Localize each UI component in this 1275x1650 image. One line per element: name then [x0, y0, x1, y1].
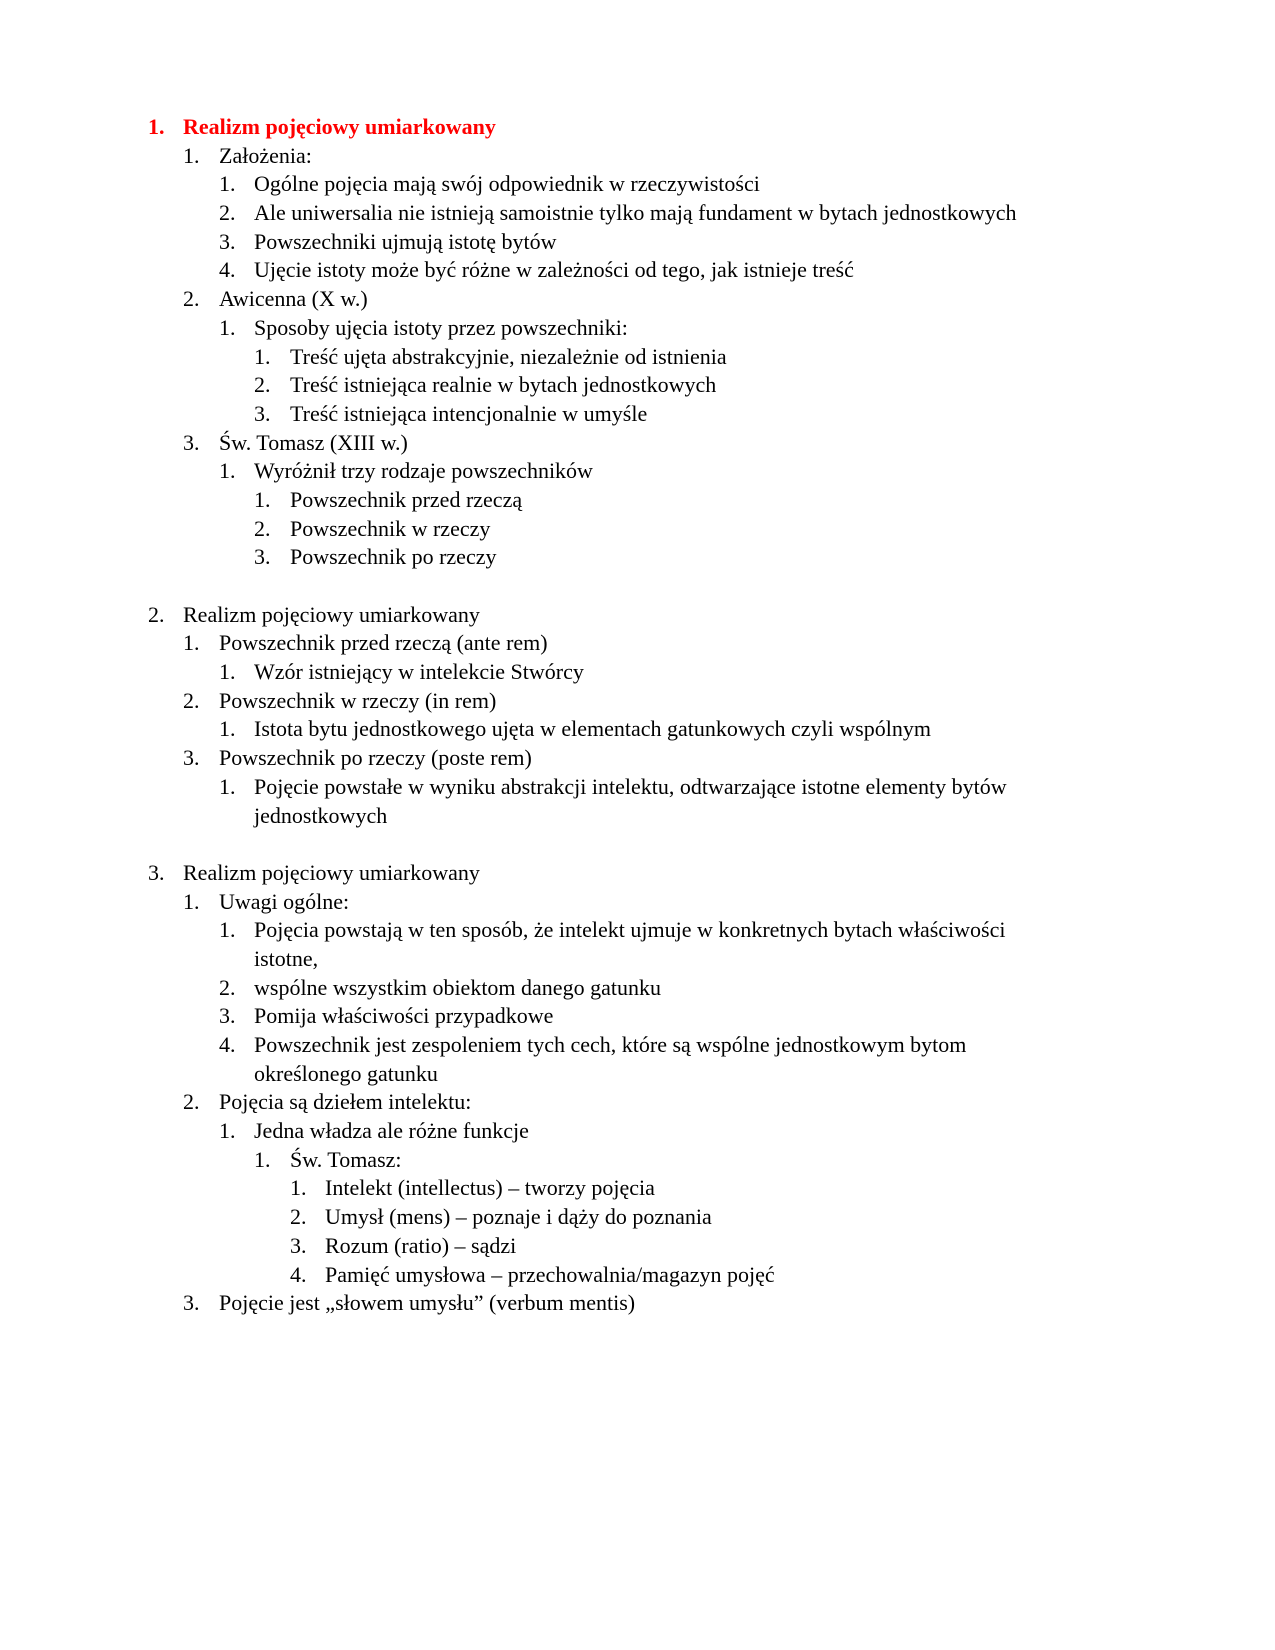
item-text: Ale uniwersalia nie istnieją samoistnie tylko mają fundament w bytach jednostkowych	[254, 200, 1017, 226]
item-text: Ogólne pojęcia mają swój odpowiednik w rzeczywistości	[254, 171, 760, 197]
section-heading	[0, 601, 1275, 630]
item-number: 3.	[219, 228, 236, 254]
list-item	[0, 142, 1275, 171]
list-item	[0, 888, 1275, 917]
item-number: 2.	[219, 974, 236, 1000]
item-number: 3.	[254, 544, 271, 570]
list-item	[0, 371, 1275, 400]
item-text: Wyróżnił trzy rodzaje powszechników	[254, 458, 593, 484]
item-text: Założenia:	[219, 142, 312, 168]
item-text: Uwagi ogólne:	[219, 888, 350, 914]
item-text: Pojęcia są dziełem intelektu:	[219, 1089, 472, 1115]
list-item	[0, 199, 1275, 228]
list-item	[0, 429, 1275, 458]
section-title: Realizm pojęciowy umiarkowany	[183, 114, 496, 139]
item-text-continuation: określonego gatunku	[254, 1060, 438, 1086]
item-number: 3.	[219, 1003, 236, 1029]
item-number: 1.	[219, 1118, 236, 1144]
item-text: Pomija właściwości przypadkowe	[254, 1003, 554, 1029]
item-text: Pojęcie jest „słowem umysłu” (verbum mentis)	[219, 1290, 636, 1316]
list-item-continuation	[0, 945, 1275, 974]
item-text: wspólne wszystkim obiektom danego gatunku	[254, 974, 661, 1000]
section-spacer	[0, 572, 1275, 601]
list-item	[0, 1232, 1275, 1261]
item-text: Pojęcie powstałe w wyniku abstrakcji intelektu, odtwarzające istotne elementy bytów	[254, 773, 1007, 799]
list-item	[0, 228, 1275, 257]
item-number: 3.	[183, 745, 200, 771]
item-text: Powszechnik po rzeczy (poste rem)	[219, 745, 532, 771]
item-number: 4.	[290, 1261, 307, 1287]
item-text: Rozum (ratio) – sądzi	[325, 1232, 517, 1258]
list-item	[0, 744, 1275, 773]
item-text: Powszechnik jest zespoleniem tych cech, które są wspólne jednostkowym bytom	[254, 1032, 967, 1057]
list-item	[0, 1146, 1275, 1175]
list-item	[0, 974, 1275, 1003]
item-number: 1.	[219, 659, 236, 685]
list-item-continuation	[0, 802, 1275, 831]
list-item	[0, 1002, 1275, 1031]
item-number: 1.	[183, 630, 200, 656]
list-item	[0, 1031, 1275, 1060]
item-number: 3.	[183, 429, 200, 455]
list-item	[0, 256, 1275, 285]
section-heading	[0, 859, 1275, 888]
item-text: Intelekt (intellectus) – tworzy pojęcia	[325, 1175, 655, 1201]
document-outline	[0, 113, 1275, 1318]
section-heading	[0, 113, 1275, 142]
item-text: Powszechnik przed rzeczą (ante rem)	[219, 630, 548, 656]
list-item	[0, 658, 1275, 687]
item-number: 1.	[290, 1175, 307, 1201]
item-text: Wzór istniejący w intelekcie Stwórcy	[254, 659, 584, 685]
item-number: 1.	[219, 716, 236, 742]
list-item	[0, 486, 1275, 515]
list-item	[0, 1117, 1275, 1146]
item-number: 1.	[183, 142, 200, 168]
item-number: 1.	[254, 1146, 271, 1172]
list-item	[0, 343, 1275, 372]
item-text: Treść ujęta abstrakcyjnie, niezależnie od istnienia	[290, 343, 727, 369]
item-text: Powszechnik w rzeczy (in rem)	[219, 687, 497, 713]
item-text: Awicenna (X w.)	[219, 286, 368, 312]
list-item	[0, 1203, 1275, 1232]
item-text: Św. Tomasz (XIII w.)	[219, 429, 408, 455]
item-text: Powszechnik w rzeczy	[290, 515, 491, 541]
item-number: 3.	[183, 1290, 200, 1316]
list-item	[0, 1088, 1275, 1117]
item-number: 2.	[254, 515, 271, 541]
item-number: 4.	[219, 257, 236, 283]
item-text: Powszechnik po rzeczy	[290, 544, 497, 570]
item-number: 3.	[254, 400, 271, 426]
list-item	[0, 715, 1275, 744]
item-text: Treść istniejąca realnie w bytach jednostkowych	[290, 372, 717, 398]
item-text-continuation: jednostkowych	[254, 802, 388, 828]
item-text: Treść istniejąca intencjonalnie w umyśle	[290, 400, 648, 426]
list-item	[0, 1261, 1275, 1290]
item-number: 3.	[148, 859, 165, 885]
list-item	[0, 629, 1275, 658]
item-number: 1.	[219, 314, 236, 340]
section-title: Realizm pojęciowy umiarkowany	[183, 601, 480, 627]
section-title: Realizm pojęciowy umiarkowany	[183, 859, 480, 885]
list-item	[0, 543, 1275, 572]
item-number: 2.	[183, 286, 200, 312]
list-item	[0, 314, 1275, 343]
list-item	[0, 687, 1275, 716]
item-text: Powszechniki ujmują istotę bytów	[254, 228, 557, 254]
item-text-continuation: istotne,	[254, 945, 319, 971]
list-item	[0, 515, 1275, 544]
list-item	[0, 1289, 1275, 1318]
item-number: 1.	[148, 114, 165, 139]
item-number: 1.	[219, 458, 236, 484]
item-number: 1.	[219, 917, 236, 943]
item-number: 2.	[183, 687, 200, 713]
list-item-continuation	[0, 1060, 1275, 1089]
item-text: Umysł (mens) – poznaje i dąży do poznania	[325, 1204, 712, 1230]
item-text: Pojęcia powstają w ten sposób, że intelekt ujmuje w konkretnych bytach właściwości	[254, 917, 1006, 943]
item-number: 1.	[219, 171, 236, 197]
list-item	[0, 773, 1275, 802]
item-text: Pamięć umysłowa – przechowalnia/magazyn pojęć	[325, 1261, 775, 1287]
item-text: Sposoby ujęcia istoty przez powszechniki:	[254, 314, 628, 340]
item-number: 1.	[254, 343, 271, 369]
item-number: 2.	[148, 601, 165, 627]
item-number: 2.	[254, 372, 271, 398]
list-item	[0, 285, 1275, 314]
item-number: 1.	[183, 888, 200, 914]
item-number: 2.	[183, 1089, 200, 1115]
list-item	[0, 170, 1275, 199]
item-number: 2.	[290, 1204, 307, 1230]
item-text: Św. Tomasz:	[290, 1146, 402, 1172]
item-number: 2.	[219, 200, 236, 226]
item-number: 3.	[290, 1232, 307, 1258]
item-number: 4.	[219, 1032, 236, 1057]
item-text: Powszechnik przed rzeczą	[290, 486, 523, 512]
item-number: 1.	[219, 773, 236, 799]
item-number: 1.	[254, 486, 271, 512]
list-item	[0, 1174, 1275, 1203]
section-spacer	[0, 830, 1275, 859]
item-text: Istota bytu jednostkowego ujęta w elementach gatunkowych czyli wspólnym	[254, 716, 931, 742]
item-text: Ujęcie istoty może być różne w zależności od tego, jak istnieje treść	[254, 257, 854, 283]
item-text: Jedna władza ale różne funkcje	[254, 1118, 529, 1144]
list-item	[0, 400, 1275, 429]
list-item	[0, 916, 1275, 945]
list-item	[0, 457, 1275, 486]
